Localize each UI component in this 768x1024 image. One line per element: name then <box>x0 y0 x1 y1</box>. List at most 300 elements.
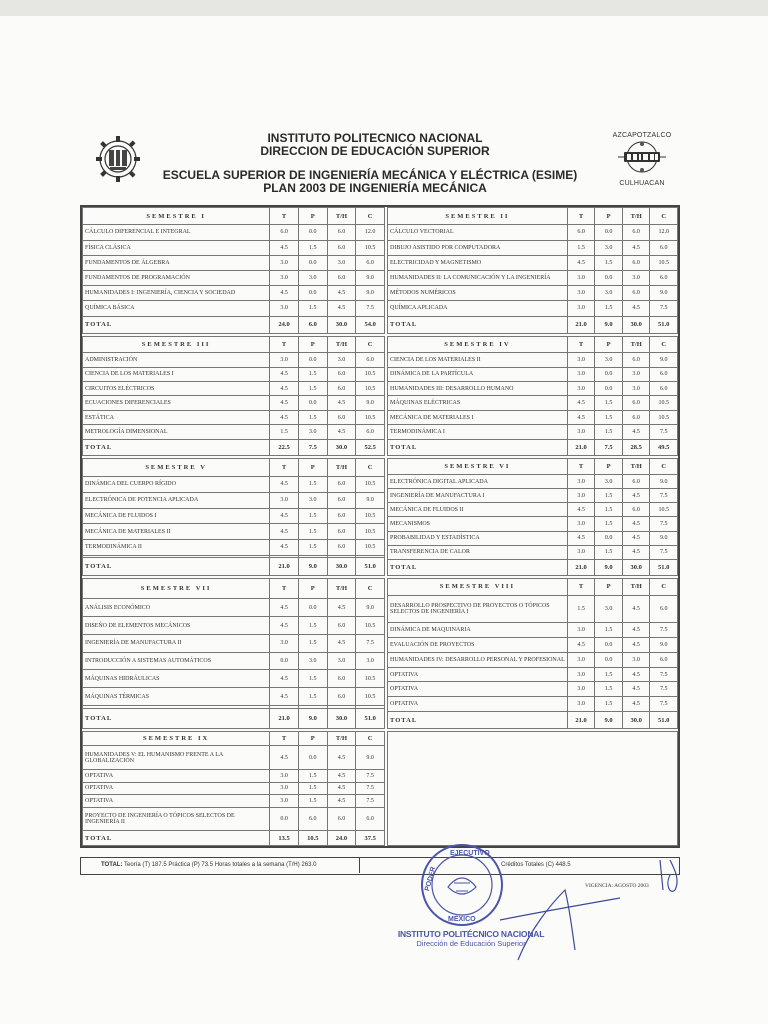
course-credits: 9.0 <box>650 475 678 489</box>
total-credits: 49.5 <box>650 439 678 455</box>
course-credits: 7.5 <box>356 634 385 652</box>
course-theory-hours: 4.5 <box>270 410 299 424</box>
course-credits: 10.5 <box>356 617 385 635</box>
course-total-hours: 4.5 <box>622 667 650 682</box>
course-row <box>83 425 385 439</box>
total-theory: 21.0 <box>567 316 595 333</box>
column-header: P <box>595 337 623 353</box>
svg-text:MÉXICO: MÉXICO <box>448 916 476 923</box>
course-credits: 6.0 <box>356 807 385 831</box>
course-row <box>83 807 385 831</box>
course-credits: 10.5 <box>356 524 385 540</box>
course-name: MÁQUINAS HIDRÁULICAS <box>83 670 270 688</box>
course-practice-hours: 3.0 <box>595 595 623 622</box>
course-row <box>388 623 678 638</box>
course-theory-hours: 3.0 <box>567 367 595 381</box>
course-name: CIRCUITOS ELÉCTRICOS <box>83 382 270 396</box>
direction-title: DIRECCION DE EDUCACIÓN SUPERIOR <box>260 144 490 158</box>
course-practice-hours: 0.0 <box>595 638 623 653</box>
course-credits: 6.0 <box>356 425 385 439</box>
scan-edge <box>0 0 768 16</box>
total-theory: 21.0 <box>567 559 595 575</box>
course-name: QUÍMICA BÁSICA <box>83 301 270 316</box>
course-practice-hours: 1.5 <box>298 240 327 255</box>
course-name: OPTATIVA <box>388 697 568 712</box>
course-row <box>83 652 385 670</box>
total-hours: 30.0 <box>622 559 650 575</box>
column-header: T/H <box>327 732 356 746</box>
total-credits: 54.0 <box>356 316 385 333</box>
total-label: TOTAL <box>83 439 270 455</box>
course-row <box>388 545 678 559</box>
course-theory-hours: 0.0 <box>270 652 299 670</box>
course-credits: 7.5 <box>650 425 678 439</box>
course-practice-hours: 1.5 <box>298 795 327 808</box>
total-hours: 30.0 <box>327 316 356 333</box>
course-name: INTRODUCCIÓN A SISTEMAS AUTOMÁTICOS <box>83 652 270 670</box>
course-practice-hours: 1.5 <box>595 667 623 682</box>
course-name: TERMODINÁMICA II <box>83 540 270 556</box>
column-header: P <box>595 459 623 475</box>
semester-title: SEMESTRE VI <box>388 459 568 475</box>
course-theory-hours: 3.0 <box>567 489 595 503</box>
semester-header-row <box>83 732 385 746</box>
course-credits: 9.0 <box>356 396 385 410</box>
course-total-hours: 4.5 <box>327 782 356 795</box>
course-name: DISEÑO DE ELEMENTOS MECÁNICOS <box>83 617 270 635</box>
course-total-hours: 3.0 <box>622 382 650 396</box>
stamp-line-2: Dirección de Educación Superior <box>416 939 526 948</box>
course-row <box>83 617 385 635</box>
course-name: METROLOGÍA DIMENSIONAL <box>83 425 270 439</box>
course-row <box>388 396 678 410</box>
course-total-hours: 4.5 <box>622 425 650 439</box>
course-row <box>388 503 678 517</box>
column-header: T <box>567 579 595 596</box>
column-header: T <box>270 337 299 353</box>
course-practice-hours: 0.0 <box>595 531 623 545</box>
course-practice-hours: 1.5 <box>298 670 327 688</box>
column-header: P <box>595 208 623 225</box>
column-header: T <box>270 459 299 477</box>
column-header: T/H <box>327 208 356 225</box>
course-theory-hours: 4.5 <box>567 396 595 410</box>
total-label: TOTAL <box>83 316 270 333</box>
course-row <box>388 682 678 697</box>
semester-6-block <box>387 458 678 576</box>
course-practice-hours: 0.0 <box>298 396 327 410</box>
course-practice-hours: 0.0 <box>298 746 327 770</box>
course-row <box>388 489 678 503</box>
course-row <box>83 225 385 240</box>
logo-city-bottom: CULHUACAN <box>619 180 665 187</box>
total-theory: 24.0 <box>270 316 299 333</box>
course-theory-hours: 0.0 <box>270 807 299 831</box>
course-credits: 7.5 <box>650 489 678 503</box>
course-practice-hours: 0.0 <box>595 652 623 667</box>
course-name: ELECTRICIDAD Y MAGNETISMO <box>388 255 568 270</box>
svg-text:EJECUTIVO: EJECUTIVO <box>450 850 490 857</box>
column-header: T/H <box>327 459 356 477</box>
course-credits: 6.0 <box>650 652 678 667</box>
course-name: QUÍMICA APLICADA <box>388 301 568 316</box>
semester-header-row <box>388 579 678 596</box>
course-theory-hours: 4.5 <box>270 382 299 396</box>
semester-total-row <box>83 708 385 728</box>
course-name: ELECTRÓNICA DIGITAL APLICADA <box>388 475 568 489</box>
column-header: C <box>356 732 385 746</box>
course-name: MECÁNICA DE FLUIDOS I <box>83 508 270 524</box>
course-total-hours: 6.0 <box>327 410 356 424</box>
course-name: OPTATIVA <box>83 769 270 782</box>
course-total-hours: 4.5 <box>327 769 356 782</box>
course-name: OPTATIVA <box>388 667 568 682</box>
semester-title: SEMESTRE V <box>83 459 270 477</box>
course-credits: 6.0 <box>650 595 678 622</box>
column-header: P <box>595 579 623 596</box>
school-title: ESCUELA SUPERIOR DE INGENIERÍA MECÁNICA Y ELÉCTRICA (ESIME) <box>162 168 578 182</box>
course-row <box>83 367 385 381</box>
course-name: CÁLCULO VECTORIAL <box>388 225 568 240</box>
course-practice-hours: 1.5 <box>298 477 327 493</box>
course-theory-hours: 4.5 <box>567 410 595 424</box>
course-total-hours: 6.0 <box>327 617 356 635</box>
course-total-hours: 4.5 <box>622 595 650 622</box>
column-header: T <box>567 208 595 225</box>
course-credits: 10.5 <box>356 477 385 493</box>
course-name: ANÁLISIS ECONÓMICO <box>83 599 270 617</box>
total-label: TOTAL <box>388 559 568 575</box>
total-label: TOTAL <box>83 558 270 576</box>
total-theory: 21.0 <box>567 439 595 455</box>
semester-7-table <box>82 578 385 729</box>
total-practice: 7.5 <box>595 439 623 455</box>
course-total-hours: 6.0 <box>622 396 650 410</box>
semester-total-row <box>83 316 385 333</box>
course-total-hours: 3.0 <box>622 270 650 285</box>
svg-text:PODER: PODER <box>424 866 438 892</box>
course-credits: 10.5 <box>356 382 385 396</box>
course-theory-hours: 3.0 <box>567 697 595 712</box>
semester-2-block <box>387 207 678 334</box>
course-name: HUMANIDADES III: DESARROLLO HUMANO <box>388 382 568 396</box>
course-credits: 9.0 <box>650 638 678 653</box>
semester-total-row <box>388 316 678 333</box>
semester-8-table <box>387 578 678 729</box>
course-total-hours: 6.0 <box>327 492 356 508</box>
course-credits: 7.5 <box>650 682 678 697</box>
course-practice-hours: 3.0 <box>595 353 623 367</box>
course-name: HUMANIDADES IV: DESARROLLO PERSONAL Y PROFESIONAL <box>388 652 568 667</box>
course-row <box>83 795 385 808</box>
course-credits: 10.5 <box>356 367 385 381</box>
total-theory: 21.0 <box>567 712 595 729</box>
course-total-hours: 6.0 <box>327 367 356 381</box>
course-theory-hours: 4.5 <box>270 396 299 410</box>
course-practice-hours: 3.0 <box>595 286 623 301</box>
course-row <box>83 634 385 652</box>
course-theory-hours: 3.0 <box>567 475 595 489</box>
course-theory-hours: 3.0 <box>270 769 299 782</box>
course-row <box>83 286 385 301</box>
course-total-hours: 4.5 <box>327 425 356 439</box>
total-label: TOTAL <box>388 439 568 455</box>
total-practice: 9.0 <box>298 558 327 576</box>
course-credits: 7.5 <box>650 517 678 531</box>
course-credits: 9.0 <box>356 286 385 301</box>
semester-5-table <box>82 458 385 576</box>
course-theory-hours: 4.5 <box>270 688 299 706</box>
column-header: T <box>567 337 595 353</box>
course-theory-hours: 4.5 <box>567 255 595 270</box>
course-row <box>388 595 678 622</box>
course-name: DINÁMICA DE MAQUINARIA <box>388 623 568 638</box>
column-header: C <box>356 337 385 353</box>
course-credits: 7.5 <box>650 623 678 638</box>
semester-1-table <box>82 207 385 334</box>
course-theory-hours: 1.5 <box>567 595 595 622</box>
course-credits: 9.0 <box>356 270 385 285</box>
course-practice-hours: 6.0 <box>298 807 327 831</box>
course-total-hours: 6.0 <box>327 807 356 831</box>
course-practice-hours: 0.0 <box>595 270 623 285</box>
column-header: C <box>356 208 385 225</box>
semester-6-table <box>387 458 678 576</box>
course-credits: 7.5 <box>650 301 678 316</box>
total-hours: 30.0 <box>622 712 650 729</box>
column-header: C <box>650 337 678 353</box>
esime-emblem-icon <box>612 139 672 175</box>
course-row <box>388 367 678 381</box>
course-name: HUMANIDADES V: EL HUMANISMO FRENTE A LA GLOBALIZACIÓN <box>83 746 270 770</box>
semester-3-block <box>82 336 385 456</box>
course-row <box>83 508 385 524</box>
semester-total-row <box>83 558 385 576</box>
course-credits: 7.5 <box>650 667 678 682</box>
course-name: DIBUJO ASISTIDO POR COMPUTADORA <box>388 240 568 255</box>
course-credits: 10.5 <box>356 508 385 524</box>
course-name: FUNDAMENTOS DE ÁLGEBRA <box>83 255 270 270</box>
total-practice: 9.0 <box>298 708 327 728</box>
total-credits: 51.0 <box>650 559 678 575</box>
empty-block <box>387 731 678 846</box>
course-row <box>388 301 678 316</box>
course-theory-hours: 3.0 <box>567 545 595 559</box>
course-practice-hours: 1.5 <box>298 634 327 652</box>
course-name: FÍSICA CLÁSICA <box>83 240 270 255</box>
course-total-hours: 6.0 <box>327 225 356 240</box>
column-header: T/H <box>622 459 650 475</box>
course-total-hours: 4.5 <box>622 240 650 255</box>
course-credits: 10.5 <box>356 410 385 424</box>
total-credits: Créditos Totales (C) 448.5 <box>501 862 571 868</box>
total-hours: 30.0 <box>622 316 650 333</box>
course-total-hours: 4.5 <box>622 517 650 531</box>
course-name: MÉTODOS NUMÉRICOS <box>388 286 568 301</box>
course-credits: 10.5 <box>650 396 678 410</box>
course-credits: 7.5 <box>356 795 385 808</box>
semester-header-row <box>83 459 385 477</box>
course-row <box>83 353 385 367</box>
course-total-hours: 4.5 <box>622 623 650 638</box>
course-theory-hours: 3.0 <box>567 301 595 316</box>
semester-2-table <box>387 207 678 334</box>
course-total-hours: 4.5 <box>327 286 356 301</box>
total-credits: 51.0 <box>650 316 678 333</box>
course-credits: 10.5 <box>356 670 385 688</box>
course-practice-hours: 3.0 <box>298 492 327 508</box>
course-practice-hours: 3.0 <box>595 240 623 255</box>
course-name: MECANISMOS <box>388 517 568 531</box>
course-total-hours: 3.0 <box>327 255 356 270</box>
course-total-hours: 6.0 <box>327 688 356 706</box>
course-theory-hours: 4.5 <box>567 531 595 545</box>
semester-title: SEMESTRE VII <box>83 579 270 599</box>
semester-7-block <box>82 578 385 729</box>
course-theory-hours: 3.0 <box>567 667 595 682</box>
course-row <box>83 270 385 285</box>
course-theory-hours: 3.0 <box>567 270 595 285</box>
semester-title: SEMESTRE III <box>83 337 270 353</box>
column-header: P <box>298 337 327 353</box>
plan-title: PLAN 2003 DE INGENIERÍA MECÁNICA <box>263 181 487 195</box>
course-row <box>83 782 385 795</box>
course-row <box>83 492 385 508</box>
course-row <box>388 270 678 285</box>
course-theory-hours: 3.0 <box>270 795 299 808</box>
semester-5-block <box>82 458 385 576</box>
course-total-hours: 6.0 <box>622 353 650 367</box>
column-header: P <box>298 732 327 746</box>
semester-header-row <box>388 337 678 353</box>
course-practice-hours: 1.5 <box>298 508 327 524</box>
course-theory-hours: 4.5 <box>270 367 299 381</box>
course-name: FUNDAMENTOS DE PROGRAMACIÓN <box>83 270 270 285</box>
institute-title: INSTITUTO POLITECNICO NACIONAL <box>267 131 483 145</box>
course-credits: 10.5 <box>650 255 678 270</box>
course-theory-hours: 3.0 <box>567 425 595 439</box>
semester-header-row <box>83 337 385 353</box>
course-total-hours: 4.5 <box>622 531 650 545</box>
course-row <box>388 667 678 682</box>
course-row <box>388 225 678 240</box>
course-total-hours: 3.0 <box>622 367 650 381</box>
course-practice-hours: 1.5 <box>595 410 623 424</box>
course-theory-hours: 4.5 <box>270 477 299 493</box>
course-credits: 10.5 <box>356 240 385 255</box>
semester-title: SEMESTRE IV <box>388 337 568 353</box>
document-header <box>80 130 680 205</box>
course-practice-hours: 1.5 <box>595 545 623 559</box>
course-credits: 7.5 <box>356 782 385 795</box>
semester-4-block <box>387 336 678 456</box>
course-total-hours: 6.0 <box>327 240 356 255</box>
course-theory-hours: 3.0 <box>270 301 299 316</box>
course-practice-hours: 0.0 <box>595 367 623 381</box>
total-practice: 10.5 <box>298 831 327 846</box>
course-row <box>388 410 678 424</box>
course-total-hours: 6.0 <box>622 503 650 517</box>
course-theory-hours: 4.5 <box>270 617 299 635</box>
course-name: MECÁNICA DE MATERIALES II <box>83 524 270 540</box>
course-total-hours: 6.0 <box>327 508 356 524</box>
course-name: ESTÁTICA <box>83 410 270 424</box>
column-header: C <box>650 208 678 225</box>
semester-title: SEMESTRE II <box>388 208 568 225</box>
course-total-hours: 3.0 <box>327 652 356 670</box>
total-practice: 7.5 <box>298 439 327 455</box>
course-theory-hours: 3.0 <box>567 682 595 697</box>
course-practice-hours: 1.5 <box>595 489 623 503</box>
course-total-hours: 6.0 <box>622 410 650 424</box>
course-name: MÁQUINAS TÉRMICAS <box>83 688 270 706</box>
column-header: T <box>270 732 299 746</box>
course-row <box>388 517 678 531</box>
total-hours: 30.0 <box>327 439 356 455</box>
course-practice-hours: 0.0 <box>595 382 623 396</box>
esime-logo <box>604 132 680 192</box>
course-theory-hours: 4.5 <box>270 508 299 524</box>
course-total-hours: 3.0 <box>327 353 356 367</box>
course-total-hours: 6.0 <box>327 524 356 540</box>
course-row <box>83 688 385 706</box>
course-name: PROBABILIDAD Y ESTADÍSTICA <box>388 531 568 545</box>
course-total-hours: 4.5 <box>327 301 356 316</box>
course-theory-hours: 3.0 <box>567 353 595 367</box>
course-row <box>388 286 678 301</box>
course-credits: 6.0 <box>356 255 385 270</box>
vigencia-date: VIGENCIA: AGOSTO 2003 <box>585 883 649 889</box>
total-theory: 21.0 <box>270 708 299 728</box>
course-total-hours: 6.0 <box>327 540 356 556</box>
course-theory-hours: 3.0 <box>270 492 299 508</box>
column-header: C <box>356 579 385 599</box>
course-theory-hours: 1.5 <box>567 240 595 255</box>
course-practice-hours: 0.0 <box>298 353 327 367</box>
course-total-hours: 4.5 <box>622 301 650 316</box>
course-credits: 6.0 <box>650 382 678 396</box>
course-row <box>83 255 385 270</box>
course-name: ELECTRÓNICA DE POTENCIA APLICADA <box>83 492 270 508</box>
total-credits: 51.0 <box>650 712 678 729</box>
semester-title: SEMESTRE I <box>83 208 270 225</box>
course-total-hours: 6.0 <box>622 255 650 270</box>
course-practice-hours: 1.5 <box>595 697 623 712</box>
semester-total-row <box>388 559 678 575</box>
course-row <box>388 240 678 255</box>
total-practice: 9.0 <box>595 316 623 333</box>
course-theory-hours: 3.0 <box>567 623 595 638</box>
course-theory-hours: 3.0 <box>270 782 299 795</box>
course-practice-hours: 1.5 <box>595 503 623 517</box>
course-row <box>83 382 385 396</box>
semester-total-row <box>83 439 385 455</box>
course-practice-hours: 1.5 <box>298 524 327 540</box>
course-practice-hours: 1.5 <box>595 425 623 439</box>
total-credits: 37.5 <box>356 831 385 846</box>
study-plan-grid <box>80 205 680 848</box>
course-practice-hours: 3.0 <box>298 425 327 439</box>
total-hours: 30.0 <box>327 558 356 576</box>
course-credits: 12.0 <box>356 225 385 240</box>
semester-4-table <box>387 336 678 456</box>
course-name: PROYECTO DE INGENIERÍA O TÓPICOS SELECTOS DE INGENIERÍA II <box>83 807 270 831</box>
course-credits: 6.0 <box>650 270 678 285</box>
course-row <box>83 301 385 316</box>
course-practice-hours: 0.0 <box>298 225 327 240</box>
totals-summary <box>101 862 316 868</box>
course-credits: 10.5 <box>650 503 678 517</box>
